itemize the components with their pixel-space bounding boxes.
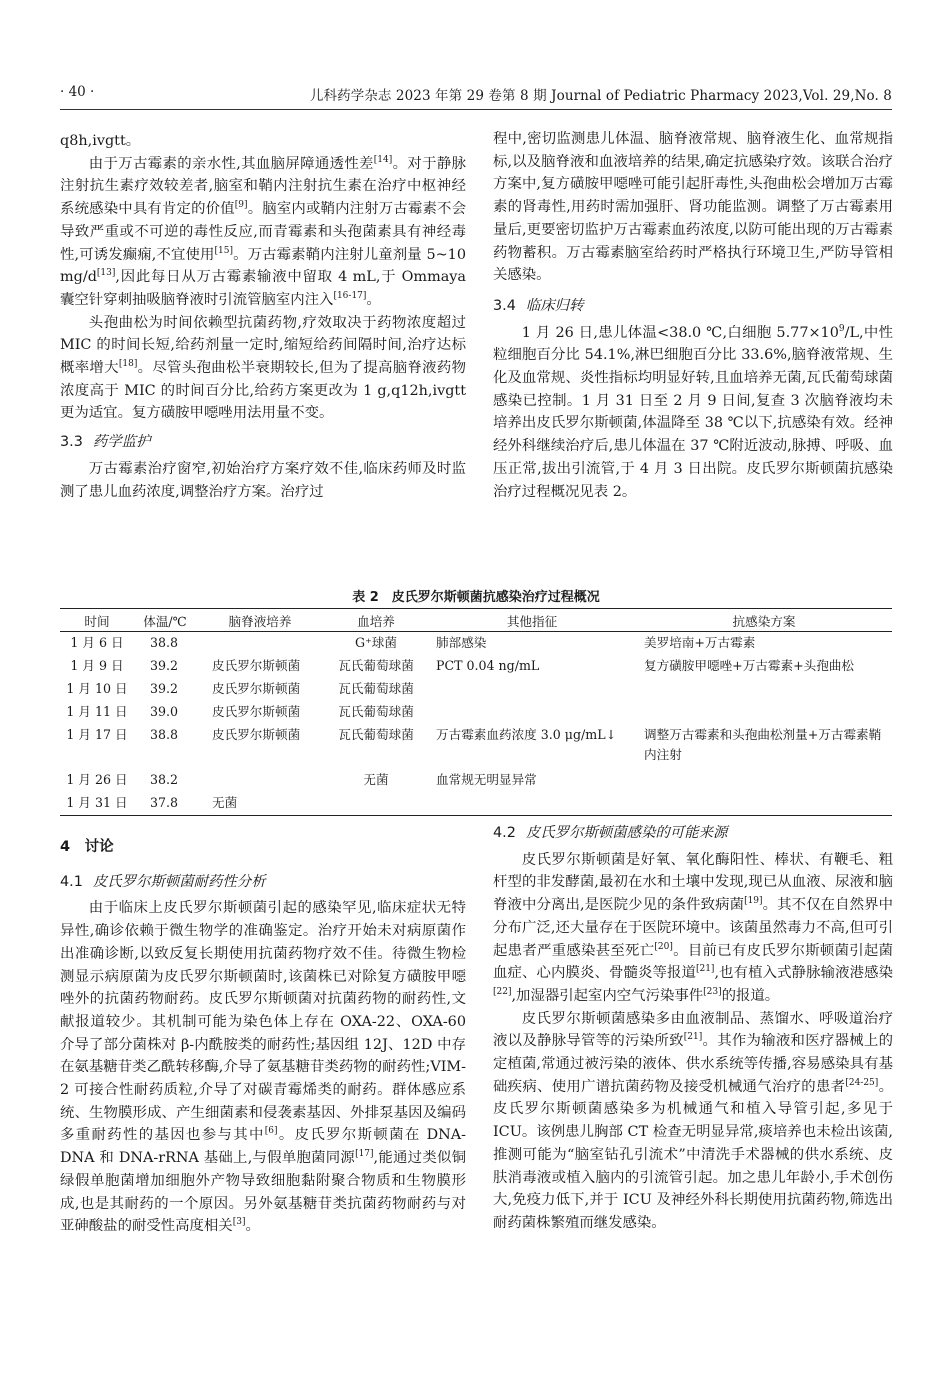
cell: 无菌 — [196, 792, 324, 816]
table-row — [60, 678, 892, 701]
cell: 皮氏罗尔斯顿菌 — [212, 658, 301, 673]
text: 由于临床上皮氏罗尔斯顿菌引起的感染罕见,临床症状无特异性,确诊依赖于微生物学的准确鉴定。治疗开始未对病原菌作出准确诊断,以致反复长期使用抗菌药物疗效不佳。待微生物检测显示病原菌为皮氏罗尔斯顿菌时,该菌株已对除复方磺胺甲噁唑外的抗菌药物耐药。皮氏罗尔斯顿菌对抗菌药物的耐药性,文献报道较少。其机制可能为染色体上存在 OXA-22、OXA-60 介导了部分菌株对 β-内酰胺类的耐药性;基因组 12J、12D 中存在氨基糖苷类乙酰转移酶,介导了氨基糖苷类药物的耐药性;VIM-2 可接合性耐药质粒,介导了对碳青霉烯类的耐药。群体感应系统、生物膜形成、产生细菌素和侵袭素基因、外排泵基因及编码多重耐药性的基因也参与其中 — [60, 900, 466, 1144]
cell: 39.2 — [150, 681, 179, 696]
section-heading-3-4 — [493, 287, 893, 322]
citation: [19] — [744, 896, 763, 907]
cell: PCT 0.04 ng/mL — [436, 658, 540, 673]
section-heading-4-2 — [493, 822, 893, 849]
paragraph — [493, 322, 893, 504]
text: 皮氏罗尔斯顿菌感染多由血液制品、蒸馏水、呼吸道治疗液以及静脉导管等的污染所致 — [493, 1010, 893, 1050]
th-time: 时间 — [60, 609, 134, 632]
table-row — [60, 769, 892, 792]
table-row — [60, 724, 892, 769]
paragraph: 万古霉素治疗窗窄,初始治疗方案疗效不佳,临床药师及时监测了患儿血药浓度,调整治疗方案。治疗过 — [60, 460, 466, 500]
table-row — [60, 632, 892, 656]
th-csf: 脑脊液培养 — [196, 609, 324, 632]
th-blood: 血培养 — [324, 609, 428, 632]
cell: G⁺球菌 — [355, 635, 397, 650]
citation: [18] — [118, 359, 138, 370]
paragraph — [60, 897, 466, 1238]
section-number: 3.4 — [493, 297, 516, 314]
text: 。 — [366, 291, 381, 308]
column-2-bottom — [493, 822, 893, 1235]
table-header-row — [60, 609, 892, 632]
text: 。 — [245, 1218, 260, 1235]
column-1-bottom — [60, 836, 466, 1238]
cell: 1 月 6 日 — [70, 635, 124, 650]
text: 。万古霉素鞘内注射儿童剂量 5~10 mg/d — [60, 246, 466, 286]
text: 。脑室内或鞘内注射万古霉素不会导致严重或不可逆的毒性反应,而青霉素和头孢菌素具有神经毒性,可诱发癫痫,不宜使用 — [60, 201, 466, 263]
cell — [636, 792, 892, 816]
cell: 37.8 — [134, 792, 196, 816]
cell: 1 月 11 日 — [66, 704, 128, 719]
cell: 1 月 17 日 — [66, 727, 128, 742]
cell: 瓦氏葡萄球菌 — [338, 727, 414, 742]
text: 的报道。 — [721, 987, 780, 1004]
column-1-top — [60, 130, 466, 503]
cell: 肺部感染 — [436, 635, 487, 650]
citation: [23] — [703, 987, 722, 998]
citation: [13] — [96, 268, 116, 279]
cell: 皮氏罗尔斯顿菌 — [212, 704, 301, 719]
cell: 38.2 — [150, 772, 179, 787]
cell: 血常规无明显异常 — [436, 772, 537, 787]
cell — [196, 632, 324, 656]
text: 皮氏罗尔斯顿菌是好氧、氧化酶阳性、棒状、有鞭毛、粗杆型的非发酵菌,最初在水和土壤中发现,现已从血液、尿液和脑脊液中分离出,是医院少见的条件致病菌 — [493, 851, 893, 914]
text: 1 月 26 日,患儿体温<38.0 ℃,白细胞 5.77×10 — [521, 324, 839, 341]
cell: 无菌 — [363, 772, 389, 787]
cell — [196, 769, 324, 792]
text: 。目前已有皮氏罗尔斯顿菌引起菌血症、心内膜炎、骨髓炎等报道 — [493, 942, 893, 982]
paragraph: q8h,ivgtt。 — [60, 133, 141, 149]
header-rule — [60, 109, 892, 110]
cell: 1 月 9 日 — [70, 658, 124, 673]
section-number: 4.1 — [60, 873, 83, 890]
citation: [21] — [695, 964, 715, 975]
citation: [14] — [373, 154, 393, 165]
citation: [15] — [214, 245, 233, 256]
running-header — [60, 84, 892, 108]
paragraph — [493, 1008, 893, 1235]
cell: 皮氏罗尔斯顿菌 — [212, 681, 301, 696]
citation: [22] — [493, 987, 512, 998]
cell: 调整万古霉素和头孢曲松剂量+万古霉素鞘内注射 — [644, 727, 882, 762]
th-temp: 体温/℃ — [134, 609, 196, 632]
text: 。其不仅在自然界中分布广泛,还大量存在于医院环境中。该菌虽然毒力不高,但可引起患者严重感染甚至死亡 — [493, 897, 893, 959]
paragraph — [60, 312, 466, 426]
section-title: 皮氏罗尔斯顿菌耐药性分析 — [92, 873, 266, 890]
text: 。皮氏罗尔斯顿菌在 DNA-DNA 和 DNA-rRNA 基础上,与假单胞菌同源 — [60, 1127, 466, 1167]
cell: 瓦氏葡萄球菌 — [338, 704, 414, 719]
cell — [324, 792, 428, 816]
th-plan: 抗感染方案 — [636, 609, 892, 632]
cell: 皮氏罗尔斯顿菌 — [212, 727, 301, 742]
section-heading-3-3 — [60, 425, 466, 458]
cell — [428, 678, 636, 701]
cell: 1 月 31 日 — [60, 792, 134, 816]
text: ,能通过类似铜绿假单胞菌增加细胞外产物导致细胞黏附聚合物质和生物膜形成,也是其耐药的一个原因。另外氨基糖苷类抗菌药物耐药与对亚砷酸盐的耐受性高度相关 — [60, 1150, 467, 1235]
section-title: 临床归转 — [525, 297, 584, 314]
page-number: · 40 · — [60, 84, 95, 100]
text: 。对于静脉注射抗生素疗效较差者,脑室和鞘内注射抗生素在治疗中枢神经系统感染中具有肯定的价值 — [60, 155, 466, 218]
citation: [24-25] — [845, 1077, 879, 1088]
citation: [16-17] — [333, 291, 367, 302]
text: 。皮氏罗尔斯顿菌感染多为机械通气和植入导管引起,多见于 ICU。该例患儿胸部 CT 检查无明显异常,痰培养也未检出该菌,推测可能为“脑室钻孔引流术”中清洗手术器械的供水系统、皮肤消毒液或植入脑内的引流管引起。加之患儿年龄小,手术创伤大,免疫力低下,并于 ICU 及神经外科长期使用抗菌药物,筛选出耐药菌株繁殖而继发感染。 — [493, 1078, 893, 1231]
cell — [636, 678, 892, 701]
cell: 复方磺胺甲噁唑+万古霉素+头孢曲松 — [644, 658, 855, 673]
table-row — [60, 701, 892, 724]
paragraph: 程中,密切监测患儿体温、脑脊液常规、脑脊液生化、血常规指标,以及脑脊液和血液培养的结果,确定抗感染疗效。该联合治疗方案中,复方磺胺甲噁唑可能引起肝毒性,头孢曲松会增加万古霉素的肾毒性,用药时需加强肝、肾功能监测。调整了万古霉素用量后,更要密切监护万古霉素血药浓度,以防可能出现的万古霉素药物蓄积。万古霉素脑室给药时严格执行环境卫生,严防导管相关感染。 — [493, 131, 893, 284]
cell: 39.2 — [150, 658, 179, 673]
cell — [636, 701, 892, 724]
citation: [3] — [232, 1217, 246, 1228]
text: /L,中性粒细胞百分比 54.1%,淋巴细胞百分比 33.6%,脑脊液常规、生化及血常规、炎性指标均明显好转,且血培养无菌,瓦氏葡萄球菌感染已控制。1 月 31 日至 2 月 9 日间,复查 3 次脑脊液均未培养出皮氏罗尔斯顿菌,体温降至 38 ℃以下,抗感染有效。经神经外科继续治疗后,患儿体温在 37 ℃附近波动,脉搏、呼吸、血压正常,拔出引流管,于 4 月 3 日出院。皮氏罗尔斯顿菌抗感染治疗过程概况见表 2。 — [493, 324, 893, 500]
cell — [636, 769, 892, 792]
table-caption: 表 2 皮氏罗尔斯顿菌抗感染治疗过程概况 — [352, 590, 600, 605]
text: ,因此每日从万古霉素输液中留取 4 mL,于 Ommaya 囊空针穿刺抽吸脑脊液时引流管脑室内注入 — [60, 269, 466, 308]
cell — [428, 701, 636, 724]
paragraph — [60, 153, 466, 312]
citation: [6] — [264, 1126, 278, 1137]
cell: 1 月 10 日 — [66, 681, 128, 696]
section-title: 药学监护 — [92, 434, 151, 451]
cell: 38.8 — [150, 727, 179, 742]
cell: 38.8 — [150, 635, 179, 650]
section-heading-4: 4 讨论 — [60, 839, 114, 855]
text: 头孢曲松为时间依赖型抗菌药物,疗效取决于药物浓度超过 MIC 的时间长短,给药剂量一定时,缩短给药间隔时间,治疗达标概率增大 — [60, 314, 466, 377]
citation: [21] — [683, 1032, 703, 1043]
section-number: 4.2 — [493, 825, 516, 841]
section-title: 皮氏罗尔斯顿菌感染的可能来源 — [525, 825, 728, 841]
cell: 瓦氏葡萄球菌 — [338, 658, 414, 673]
text: 由于万古霉素的亲水性,其血脑屏障通透性差 — [88, 155, 374, 172]
section-heading-4-1 — [60, 871, 466, 898]
column-2-top — [493, 128, 893, 503]
table-row — [60, 792, 892, 816]
cell: 美罗培南+万古霉素 — [644, 635, 756, 650]
text: 。尽管头孢曲松半衰期较长,但为了提高脑脊液药物浓度高于 MIC 的时间百分比,给药方案更改为 1 g,q12h,ivgtt 更为适宜。复方磺胺甲噁唑用法用量不变。 — [60, 360, 466, 422]
citation: [20] — [654, 941, 673, 952]
text: 。其作为输液和医疗器械上的定植菌,常通过被污染的液体、供水系统等传播,容易感染具有基础疾病、使用广谱抗菌药物及接受机械通气治疗的患者 — [493, 1033, 893, 1095]
text: ,加湿器引起室内空气污染事件 — [511, 987, 704, 1004]
journal-title: 儿科药学杂志 2023 年第 29 卷第 8 期 Journal of Pediatric Pharmacy 2023,Vol. 29,No. 8 — [309, 88, 892, 104]
superscript: 9 — [838, 323, 845, 334]
section-number: 3.3 — [60, 434, 83, 451]
text: ,也有植入式静脉输液港感染 — [714, 965, 893, 982]
paragraph — [493, 849, 893, 1008]
cell — [428, 792, 636, 816]
cell: 1 月 26 日 — [66, 772, 128, 787]
table-row — [60, 655, 892, 678]
th-other: 其他指征 — [428, 609, 636, 632]
treatment-table — [60, 608, 892, 816]
citation: [9] — [234, 200, 248, 211]
cell: 39.0 — [150, 704, 179, 719]
cell: 瓦氏葡萄球菌 — [338, 681, 414, 696]
cell: 万古霉素血药浓度 3.0 μg/mL↓ — [436, 727, 617, 742]
citation: [17] — [355, 1149, 374, 1160]
